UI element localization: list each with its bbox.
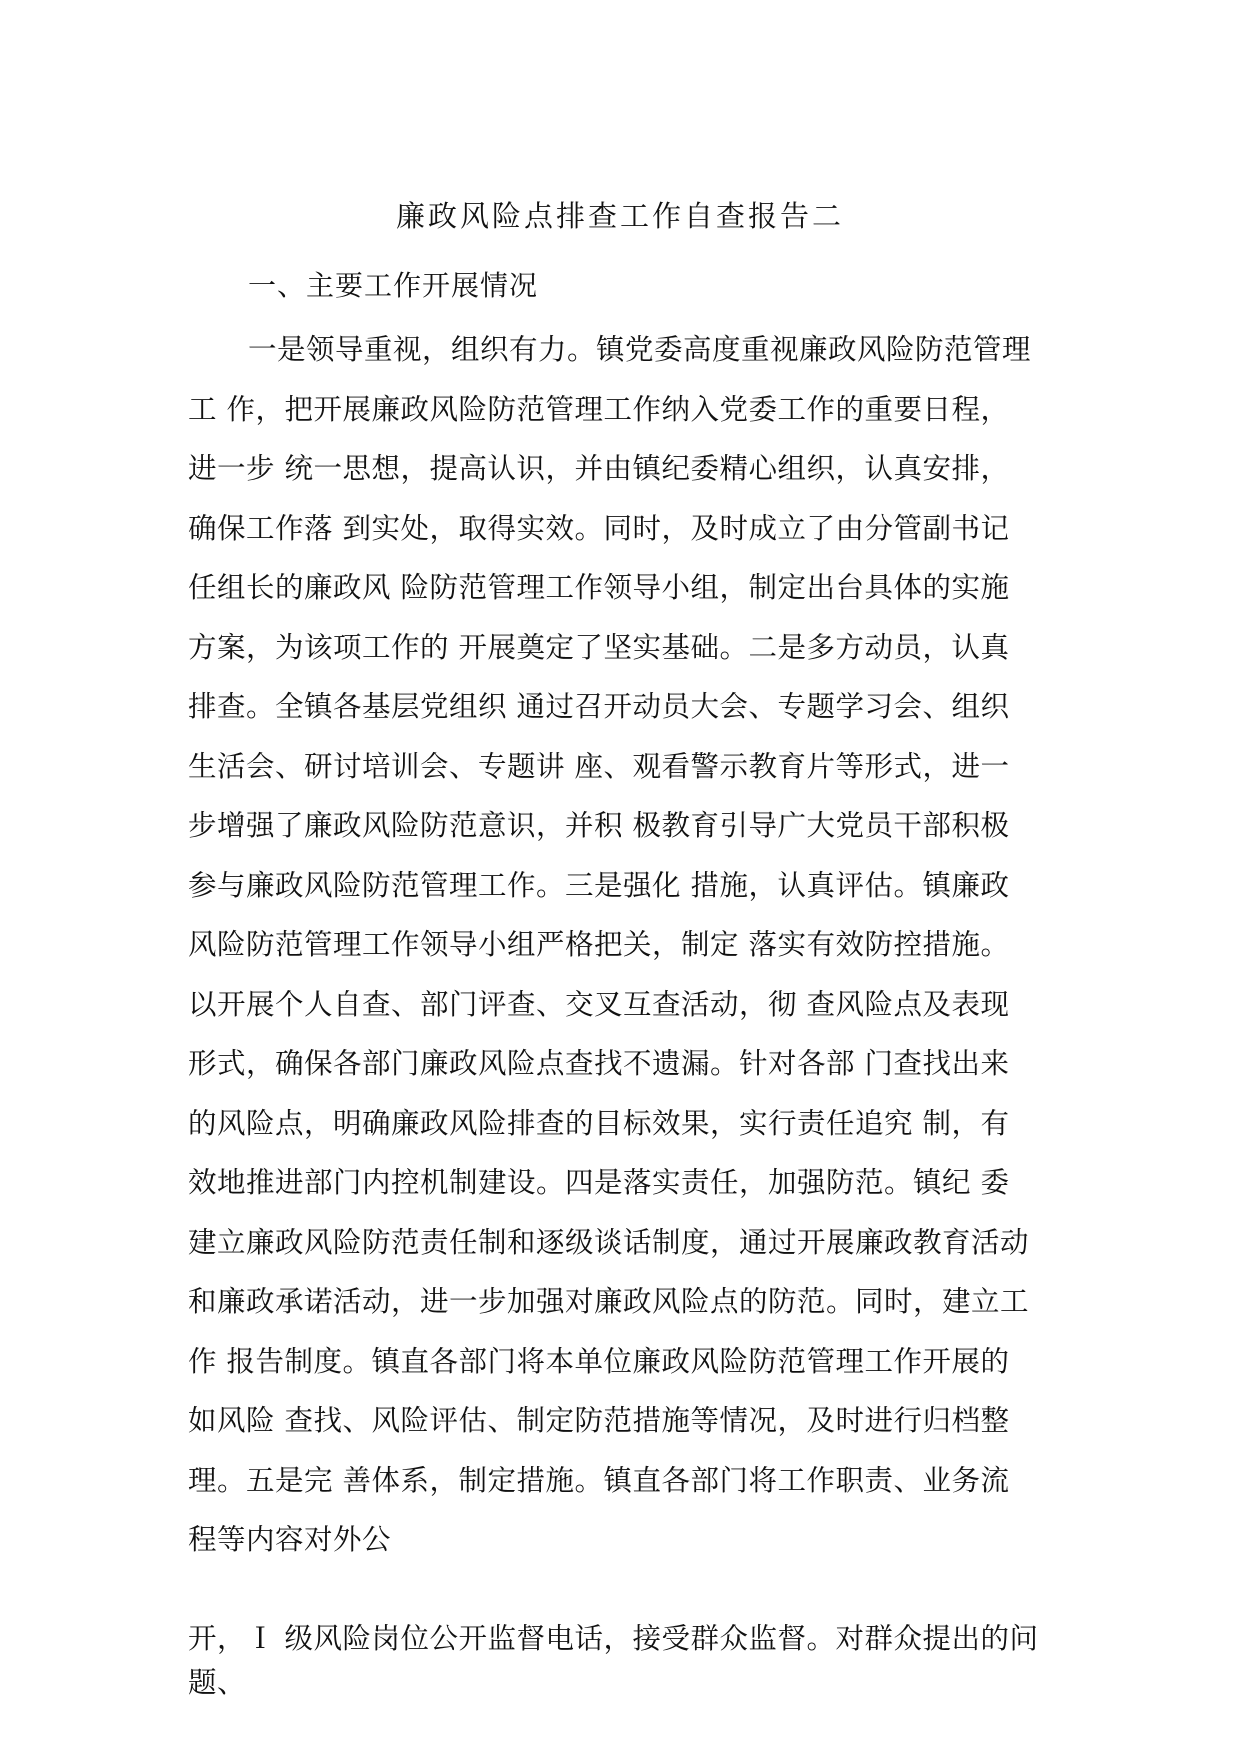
text-line: 程等内容对外公 bbox=[188, 1523, 392, 1556]
text-line: 任组长的廉政风 险防范管理工作领导小组，制定出台具体的实施 bbox=[188, 571, 1010, 604]
text-line: 确保工作落 到实处，取得实效。同时，及时成立了由分管副书记 bbox=[188, 511, 1010, 545]
text-line: 以开展个人自查、部门评查、交叉互查活动，彻 查风险点及表现 bbox=[188, 987, 1010, 1021]
text-line: 生活会、研讨培训会、专题讲 座、观看警示教育片等形式，进一 bbox=[188, 749, 1010, 783]
text-line: 开，Ｉ 级风险岗位公开监督电话，接受群众监督。对群众提出的问 bbox=[188, 1622, 1039, 1655]
text-line: 建立廉政风险防范责任制和逐级谈话制度，通过开展廉政教育活动 bbox=[188, 1225, 1030, 1259]
text-line: 进一步 统一思想，提高认识，并由镇纪委精心组织，认真安排， bbox=[188, 452, 1010, 485]
text-line: 参与廉政风险防范管理工作。三是强化 措施，认真评估。镇廉政 bbox=[188, 868, 1010, 902]
continued-paragraph bbox=[188, 1617, 1068, 1705]
text-line: 排查。全镇各基层党组织 通过召开动员大会、专题学习会、组织 bbox=[188, 690, 1010, 723]
text-line: 风险防范管理工作领导小组严格把关，制定 落实有效防控措施。 bbox=[188, 928, 1010, 961]
document-title: 廉政风险点排查工作自查报告二 bbox=[395, 199, 844, 233]
section-heading: 一、主要工作开展情况 bbox=[248, 269, 539, 302]
text-line: 和廉政承诺活动，进一步加强对廉政风险点的防范。同时，建立工 bbox=[188, 1285, 1030, 1318]
body-paragraph bbox=[188, 328, 1068, 1578]
text-line: 工 作，把开展廉政风险防范管理工作纳入党委工作的重要日程， bbox=[188, 392, 1010, 426]
text-line: 方案，为该项工作的 开展奠定了坚实基础。二是多方动员，认真 bbox=[188, 630, 1010, 664]
text-line: 理。五是完 善体系，制定措施。镇直各部门将工作职责、业务流 bbox=[188, 1463, 1010, 1497]
text-line: 形式，确保各部门廉政风险点查找不遗漏。针对各部 门查找出来 bbox=[188, 1047, 1010, 1080]
text-line: 题、 bbox=[188, 1666, 247, 1699]
text-line: 如风险 查找、风险评估、制定防范措施等情况，及时进行归档整 bbox=[188, 1404, 1010, 1437]
text-line: 效地推进部门内控机制建设。四是落实责任，加强防范。镇纪 委 bbox=[188, 1166, 1010, 1199]
text-line: 一是领导重视，组织有力。镇党委高度重视廉政风险防范管理 bbox=[248, 333, 1032, 366]
text-line: 作 报告制度。镇直各部门将本单位廉政风险防范管理工作开展的 bbox=[188, 1344, 1010, 1378]
text-line: 步增强了廉政风险防范意识，并积 极教育引导广大党员干部积极 bbox=[188, 809, 1010, 842]
text-line: 的风险点，明确廉政风险排查的目标效果，实行责任追究 制，有 bbox=[188, 1106, 1010, 1140]
